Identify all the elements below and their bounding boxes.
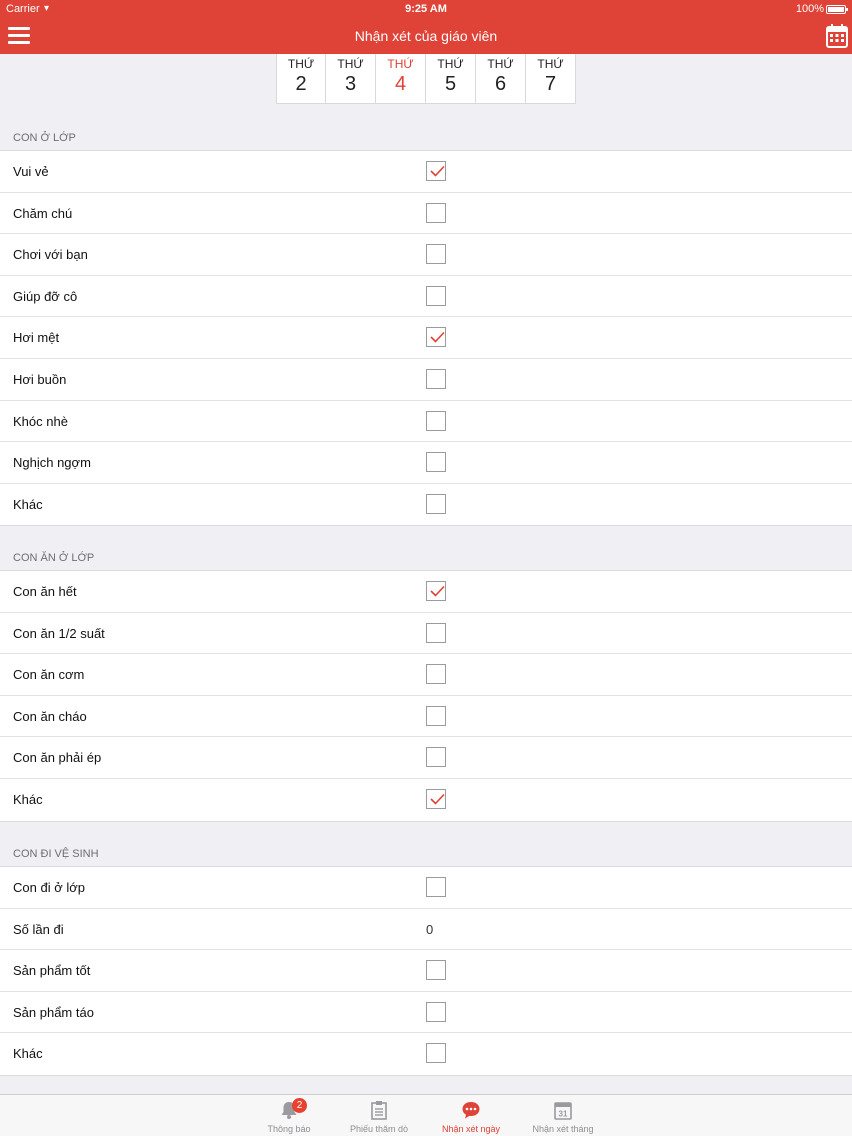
page-title: Nhận xét của giáo viên [354,28,498,44]
list-item [0,909,852,951]
item-label: Khác [13,1046,43,1062]
list-item [0,613,852,655]
checkbox[interactable] [426,877,446,897]
count-value[interactable]: 0 [426,921,434,937]
section-header-meals: CON ĂN Ở LỚP [13,552,95,564]
day-number: 5 [444,73,457,95]
carrier-label: Carrier [6,3,40,15]
item-label: Khóc nhè [13,413,68,429]
day-number: 3 [344,73,357,95]
list-item [0,696,852,738]
item-label: Con ăn phải ép [13,750,102,766]
list-item [0,359,852,401]
day-tab-7[interactable] [526,54,576,104]
day-tab-3[interactable] [326,54,376,104]
checkbox[interactable] [426,411,446,431]
chat-bubble-icon [461,1100,481,1120]
checkbox[interactable] [426,960,446,980]
day-tab-2[interactable] [276,54,326,104]
day-number: 7 [544,73,557,95]
tab-label: Nhận xét tháng [532,1124,594,1134]
section-toilet-list [0,866,852,1076]
list-item [0,779,852,821]
content-area[interactable] [0,54,852,1094]
section-header-toilet: CON ĐI VỆ SINH [13,848,99,860]
list-item [0,654,852,696]
checkmark-icon [428,790,446,808]
checkbox[interactable] [426,203,446,223]
calendar-icon[interactable] [826,24,848,48]
item-label: Con ăn cháo [13,708,87,724]
checkbox[interactable] [426,494,446,514]
checkbox[interactable] [426,623,446,643]
wifi-icon: ▾ [44,3,50,14]
item-label: Giúp đỡ cô [13,288,78,304]
svg-text:31: 31 [558,1109,568,1119]
checkbox-checked[interactable] [426,161,446,181]
day-label: THỨ [487,57,514,71]
list-item [0,317,852,359]
checkbox[interactable] [426,244,446,264]
list-item [0,867,852,909]
tab-label: Phiếu thăm dò [349,1124,409,1134]
tab-phieu-tham-do[interactable] [334,1095,424,1136]
section-meals-list [0,570,852,822]
status-bar [0,0,852,18]
item-label: Khác [13,791,43,807]
navigation-bar [0,18,852,54]
checkmark-icon [428,582,446,600]
list-item [0,193,852,235]
item-label: Hơi mệt [13,330,60,346]
day-label: THỨ [437,57,464,71]
status-time: 9:25 AM [405,3,447,15]
item-label: Khác [13,496,43,512]
item-label: Con ăn hết [13,584,77,599]
checkmark-icon [428,328,446,346]
day-tab-6[interactable] [476,54,526,104]
day-selector [276,54,576,104]
battery-percent: 100% [795,3,824,15]
list-item [0,571,852,613]
tab-nhan-xet-ngay[interactable] [426,1095,516,1136]
checkbox[interactable] [426,286,446,306]
item-label: Chơi với bạn [13,247,88,263]
checkmark-icon [428,162,446,180]
checkbox-checked[interactable] [426,581,446,601]
item-label: Nghịch ngợm [13,455,91,471]
list-item [0,401,852,443]
item-label: Hơi buồn [13,371,67,387]
tab-nhan-xet-thang[interactable] [518,1095,608,1136]
day-label: THỨ [387,57,414,71]
tab-label: Nhận xét ngày [441,1124,501,1134]
tab-bar [0,1094,852,1136]
list-item [0,737,852,779]
section-class-list [0,150,852,526]
day-tab-5[interactable] [426,54,476,104]
list-item [0,151,852,193]
item-label: Con ăn cơm [13,667,85,683]
list-item [0,442,852,484]
item-label: Sản phẩm táo [13,1004,94,1020]
day-tab-4[interactable] [376,54,426,104]
item-label: Con đi ở lớp [13,880,85,895]
list-item [0,950,852,992]
day-number: 6 [494,73,507,95]
item-label: Vui vẻ [13,164,49,179]
tab-thong-bao[interactable] [244,1095,334,1136]
battery-icon [826,5,846,14]
section-header-class: CON Ở LỚP [13,132,76,144]
item-label: Chăm chú [13,205,73,221]
list-item [0,992,852,1034]
item-label: Số lần đi [13,921,64,937]
calendar-31-icon [553,1100,573,1120]
list-item [0,234,852,276]
clipboard-icon [369,1100,389,1120]
checkbox[interactable] [426,664,446,684]
checkbox-checked[interactable] [426,327,446,347]
tab-label: Thông báo [267,1124,311,1134]
list-item [0,1033,852,1075]
day-number: 4 [394,73,407,95]
day-label: THỨ [537,57,564,71]
list-item [0,276,852,318]
checkbox[interactable] [426,706,446,726]
day-label: THỨ [337,57,364,71]
item-label: Con ăn 1/2 suất [13,625,105,641]
item-label: Sản phẩm tốt [13,963,91,979]
list-item [0,484,852,526]
checkbox[interactable] [426,747,446,767]
checkbox-checked[interactable] [426,789,446,809]
checkbox[interactable] [426,1043,446,1063]
checkbox[interactable] [426,369,446,389]
day-label: THỨ [287,57,315,71]
checkbox[interactable] [426,1002,446,1022]
day-number: 2 [295,73,307,95]
notification-badge: 2 [292,1098,307,1113]
checkbox[interactable] [426,452,446,472]
